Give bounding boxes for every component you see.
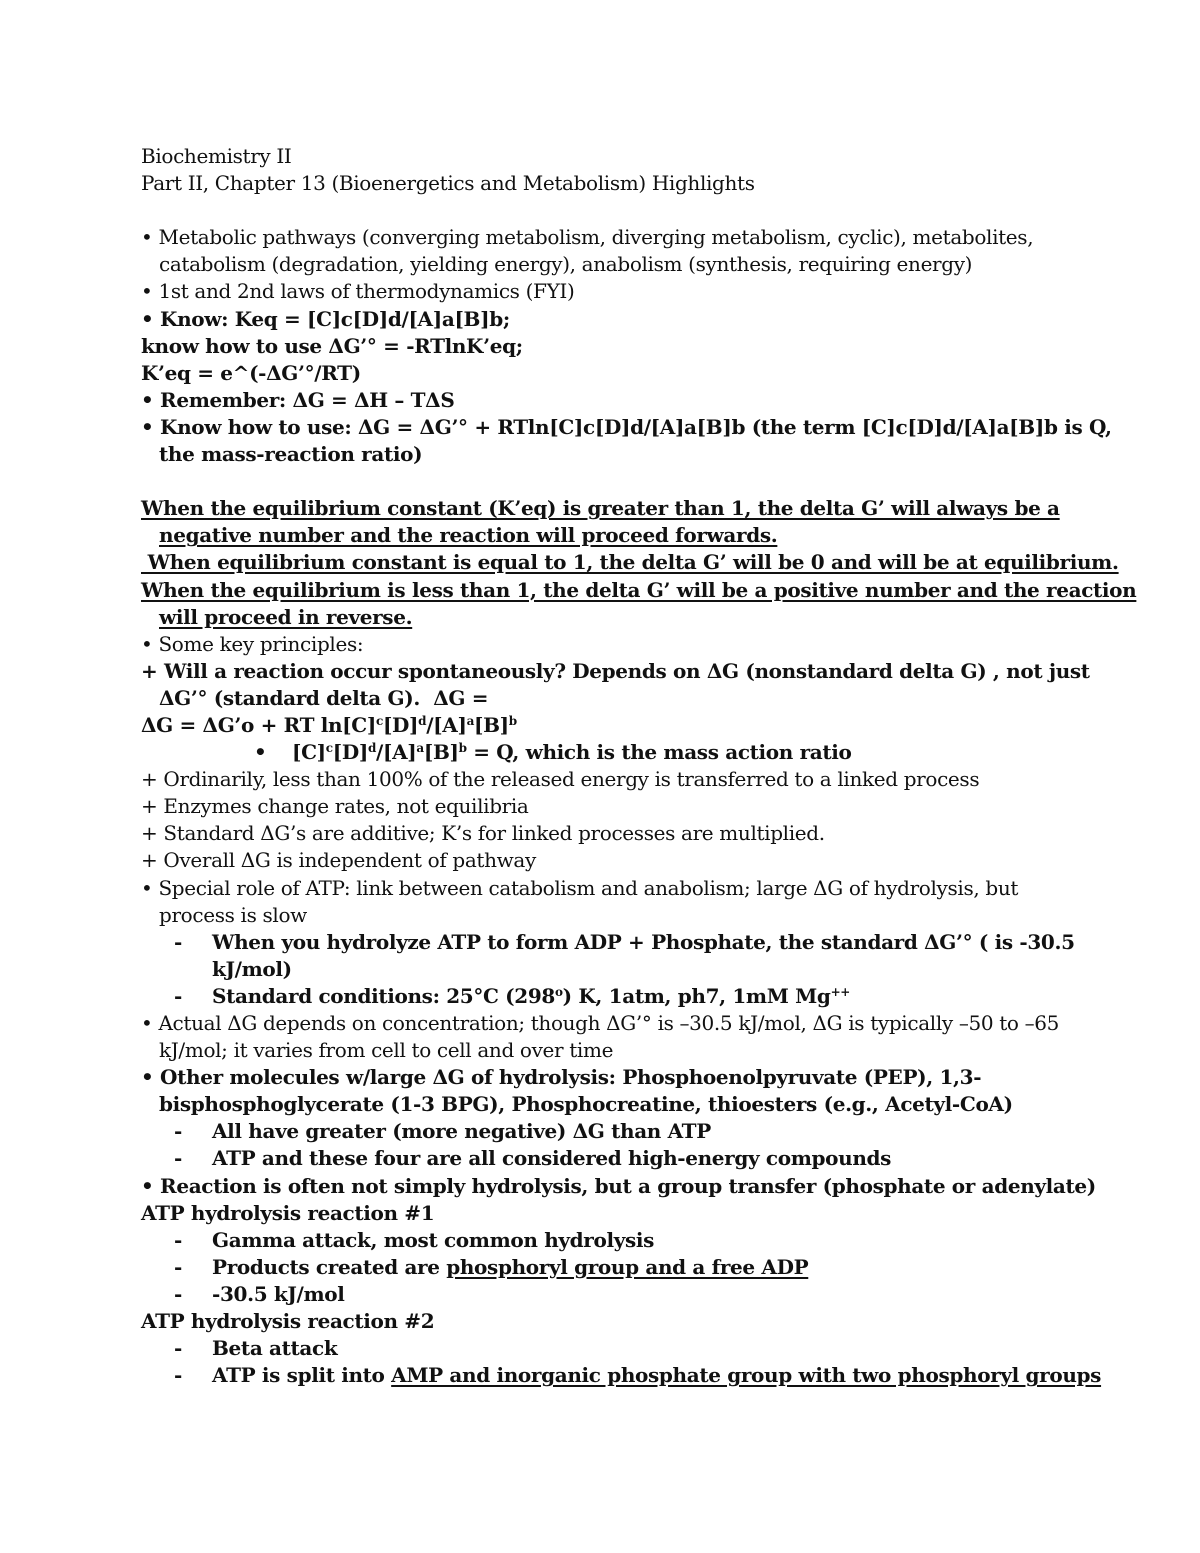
dash-item-text: -30.5 kJ/mol [212, 1281, 345, 1306]
dash-item-text: Beta attack [212, 1336, 338, 1361]
note-line: • Remember: ΔG = ΔH – TΔS [141, 387, 455, 412]
note-line: catabolism (degradation, yielding energy), anabolism (synthesis, requiring energy) [159, 252, 973, 277]
dash-icon: - [174, 929, 182, 954]
dash-icon: - [174, 1336, 182, 1361]
underlined-text: will proceed in reverse. [159, 604, 413, 629]
note-line: • Actual ΔG depends on concentration; though ΔG’° is –30.5 kJ/mol, ΔG is typically –50 to –65 [141, 1011, 1060, 1035]
equilibrium-note [141, 495, 1081, 522]
equation-part: ΔG = ΔG’o + RT ln[C] [141, 712, 376, 737]
note-line: • Some key principles: [141, 631, 364, 656]
exponent: ++ [830, 984, 850, 999]
note-line: + Standard ΔG’s are additive; K’s for linked processes are multiplied. [141, 821, 825, 846]
note-line: • Other molecules w/large ΔG of hydrolysis: Phosphoenolpyruvate (PEP), 1,3- [141, 1065, 982, 1090]
dash-icon: - [174, 1363, 182, 1388]
equation-part: /[A] [376, 740, 417, 765]
underlined-text: AMP and inorganic phosphate group with two phosphoryl groups [391, 1363, 1102, 1388]
dash-item [141, 1335, 1081, 1362]
bullet-icon: • [254, 740, 267, 765]
blank-line [141, 468, 1081, 495]
note-line: K’eq = e^(-ΔG’°/RT) [141, 360, 361, 385]
exponent: d [368, 741, 377, 756]
exponent: d [418, 713, 427, 728]
note-line: ΔG’° (standard delta G). ΔG = [159, 685, 489, 710]
dash-item-text: ATP is split into [212, 1363, 392, 1388]
section-heading: ATP hydrolysis reaction #1 [141, 1200, 435, 1225]
dash-item [141, 1227, 1081, 1254]
note-line: process is slow [159, 902, 307, 927]
exponent: b [458, 741, 467, 756]
dash-item-text: All have greater (more negative) ΔG than ATP [212, 1119, 711, 1144]
equation-part: [D] [332, 740, 368, 765]
dash-item [141, 1254, 1081, 1281]
dash-item [141, 1118, 1081, 1145]
note-line: + Overall ΔG is independent of pathway [141, 848, 536, 873]
dash-item-text: ) K, 1atm, ph7, 1mM Mg [562, 983, 831, 1008]
dash-icon: - [174, 983, 182, 1008]
equation-part: = Q, which is the mass action ratio [466, 740, 852, 765]
note-line: • Know: Keq = [C]c[D]d/[A]a[B]b; [141, 306, 510, 331]
note-line: • 1st and 2nd laws of thermodynamics (FYI) [141, 279, 575, 304]
dash-item-text: ATP and these four are all considered high-energy compounds [212, 1146, 892, 1171]
dash-item-text: Products created are [212, 1254, 447, 1279]
note-line: + Ordinarily, less than 100% of the released energy is transferred to a linked process [141, 767, 980, 792]
underlined-text: When the equilibrium constant (K’eq) is greater than 1, the delta G’ will always be a [141, 496, 1060, 521]
underlined-text: When the equilibrium is less than 1, the delta G’ will be a positive number and the reaction [141, 577, 1137, 602]
equilibrium-note [141, 549, 1119, 576]
equation-line [141, 739, 1081, 766]
note-line: bisphosphoglycerate (1-3 BPG), Phosphocreatine, thioesters (e.g., Acetyl-CoA) [159, 1092, 1013, 1117]
dash-item [141, 1145, 1081, 1172]
note-line: • Reaction is often not simply hydrolysis, but a group transfer (phosphate or adenylate) [141, 1173, 1096, 1198]
exponent: b [508, 713, 517, 728]
dash-item: kJ/mol) [212, 956, 292, 981]
exponent: a [466, 713, 475, 728]
blank-line [141, 197, 1081, 224]
underlined-text: negative number and the reaction will proceed forwards. [159, 523, 778, 548]
underlined-text: phosphoryl group and a free ADP [446, 1254, 809, 1279]
equation-part: [D] [382, 712, 419, 737]
note-line: + Enzymes change rates, not equilibria [141, 794, 529, 819]
dash-icon: - [174, 1281, 182, 1306]
note-line: • Know how to use: ΔG = ΔG’° + RTln[C]c[D]d/[A]a[B]b (the term [C]c[D]d/[A]a[B]b is Q, [141, 414, 1112, 439]
notes-body [141, 143, 1137, 1389]
underlined-text: When equilibrium constant is equal to 1, the delta G’ will be 0 and will be at equilibrium. [141, 550, 1119, 575]
dash-item [141, 983, 1081, 1010]
dash-item [141, 1362, 1102, 1389]
dash-icon: - [174, 1146, 182, 1171]
equilibrium-note [141, 604, 1081, 631]
course-title: Biochemistry II [141, 144, 292, 168]
dash-item [141, 929, 1081, 956]
exponent: o [555, 984, 563, 999]
note-line: • Metabolic pathways (converging metabolism, diverging metabolism, cyclic), metabolites, [141, 225, 1034, 250]
dash-icon: - [174, 1119, 182, 1144]
dash-item-text: When you hydrolyze ATP to form ADP + Phosphate, the standard ΔG’° ( is -30.5 [212, 929, 1075, 954]
equilibrium-note [141, 522, 1081, 549]
equation-part: /[A] [426, 712, 467, 737]
exponent: a [416, 741, 424, 756]
note-line: the mass-reaction ratio) [159, 442, 423, 467]
dash-item-text: Standard conditions: 25°C (298 [212, 983, 555, 1008]
exponent: c [375, 713, 383, 728]
section-heading: ATP hydrolysis reaction #2 [141, 1309, 435, 1334]
equation-part: [C] [292, 740, 326, 765]
chapter-title: Part II, Chapter 13 (Bioenergetics and Metabolism) Highlights [141, 171, 755, 196]
equation-part: [B] [423, 740, 459, 765]
note-line: know how to use ΔG’° = -RTlnK’eq; [141, 333, 523, 358]
dash-icon: - [174, 1227, 182, 1252]
equilibrium-note [141, 577, 1137, 604]
dash-item-text: Gamma attack, most common hydrolysis [212, 1227, 655, 1252]
note-line: • Special role of ATP: link between catabolism and anabolism; large ΔG of hydrolysis, but [141, 875, 1019, 900]
note-line: kJ/mol; it varies from cell to cell and over time [159, 1038, 614, 1063]
exponent: c [325, 741, 333, 756]
note-line: + Will a reaction occur spontaneously? Depends on ΔG (nonstandard delta G) , not just [141, 658, 1090, 683]
equation-line [141, 712, 1081, 739]
dash-icon: - [174, 1254, 182, 1279]
dash-item [141, 1281, 1081, 1308]
equation-part: [B] [474, 712, 509, 737]
